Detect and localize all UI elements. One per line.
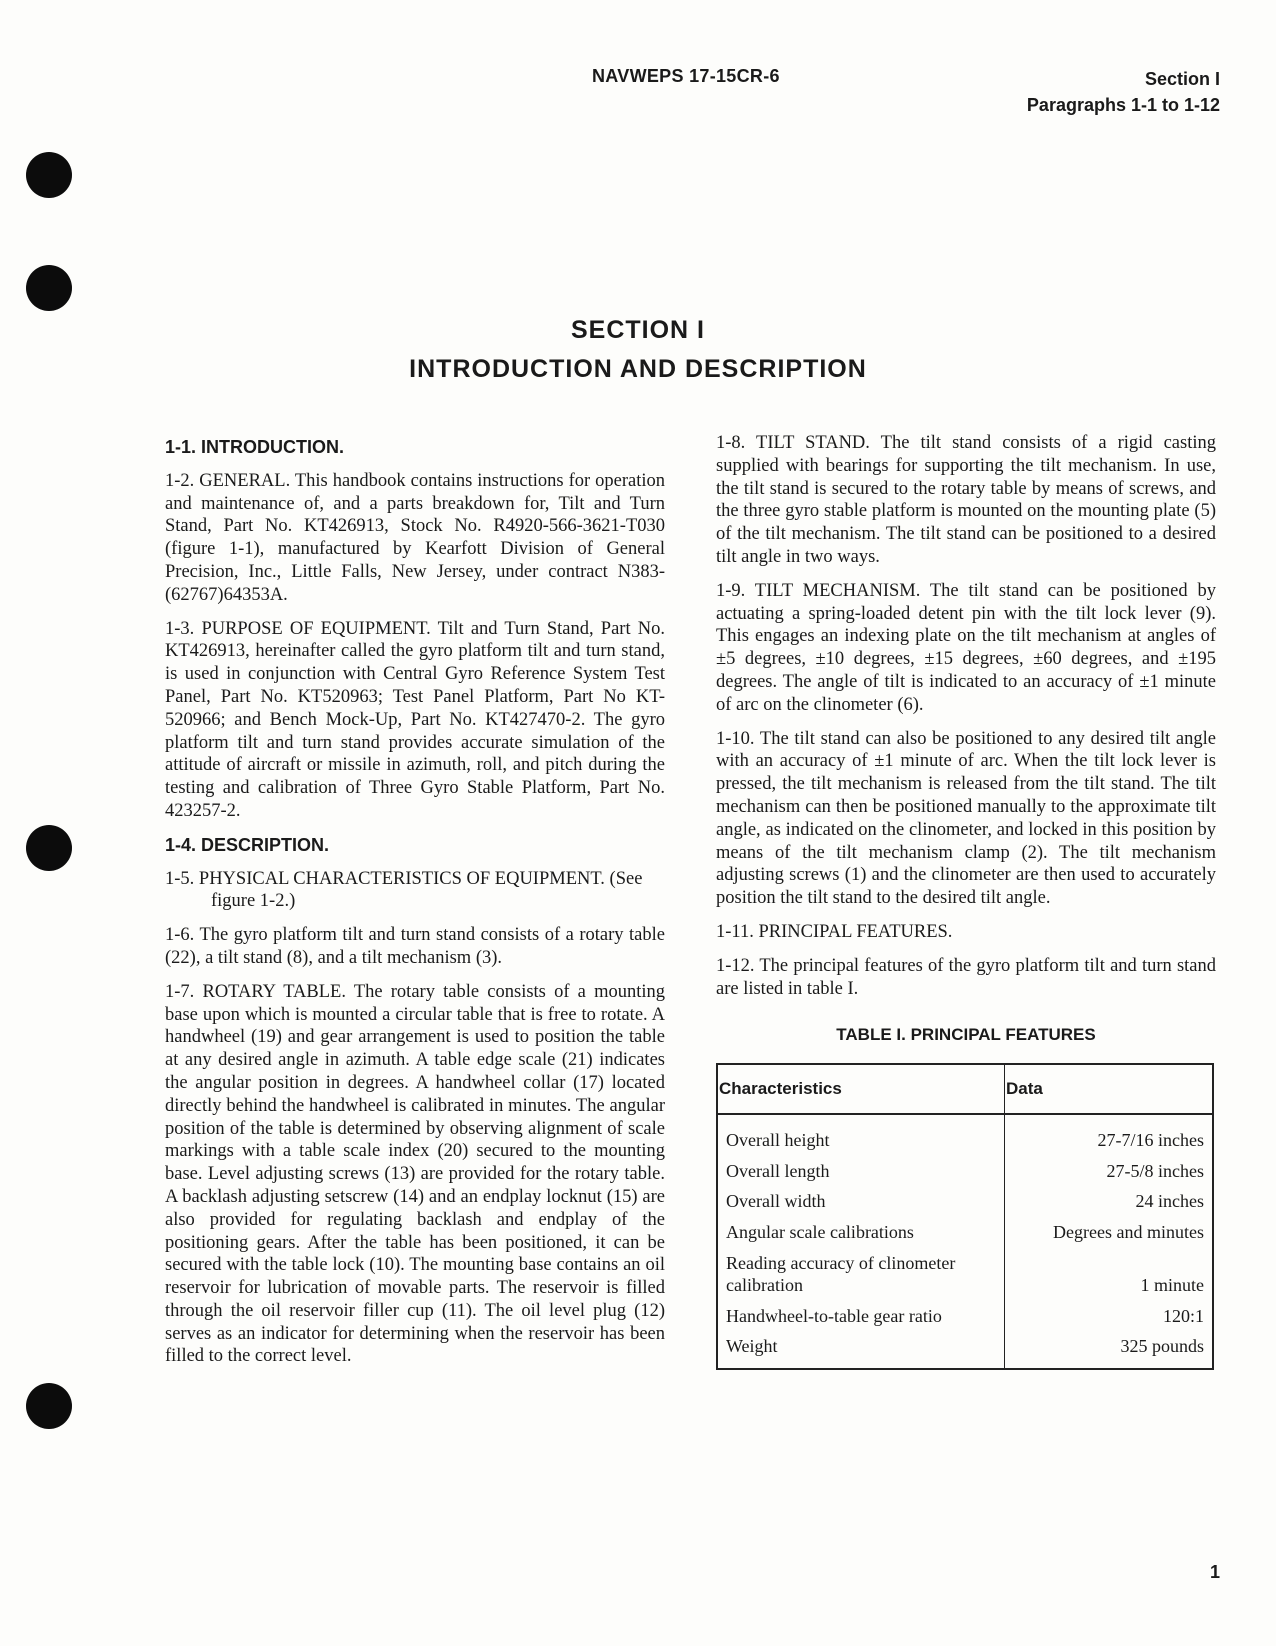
- heading-introduction: 1-1. INTRODUCTION.: [165, 437, 345, 457]
- binder-hole: [26, 265, 72, 311]
- table-row: [717, 1186, 1213, 1217]
- data-cell: 27-5/8 inches: [1106, 1160, 1204, 1181]
- paragraph-1-5: 1-5. PHYSICAL CHARACTERISTICS OF EQUIPMENT. (See figure 1-2.): [165, 868, 643, 912]
- table-row: [717, 1217, 1213, 1248]
- table-row: [717, 1114, 1213, 1156]
- section-reference: [1027, 66, 1220, 118]
- characteristic-cell: Weight: [717, 1331, 1005, 1369]
- section-subtitle: INTRODUCTION AND DESCRIPTION: [409, 355, 867, 383]
- section-label: Section I: [1144, 69, 1220, 89]
- right-column: [716, 432, 1216, 1370]
- page-number: 1: [1209, 1562, 1220, 1582]
- characteristic-cell: Overall length: [717, 1156, 1005, 1187]
- paragraph-1-3: 1-3. PURPOSE OF EQUIPMENT. Tilt and Turn Stand, Part No. KT426913, hereinafter called the gyro platform tilt and turn stand, is used in conjunction with Central Gyro Reference System Test Panel, Part No. KT520963; Test Panel Platform, Part No KT-520966; and Bench Mock-Up, Part No. KT427470-2. The gyro platform tilt and turn stand provides accurate simulation of the attitude of aircraft or missile in azimuth, roll, and pitch during the testing and calibration of Three Gyro Stable Platform, Part No. 423257-2.: [165, 618, 665, 821]
- principal-features-table: [716, 1063, 1214, 1370]
- paragraph-1-2: 1-2. GENERAL. This handbook contains instructions for operation and maintenance of, and a parts breakdown for, Tilt and Turn Stand, Part No. KT426913, Stock No. R4920-566-3621-T030 (figure 1-1), manufactured by Kearfott Division of General Precision, Inc., Little Falls, New Jersey, under contract N383-(62767)64353A.: [165, 470, 665, 605]
- table-row: [717, 1331, 1213, 1369]
- data-cell: 27-7/16 inches: [1097, 1130, 1204, 1151]
- table-header-row: [717, 1064, 1213, 1114]
- data-cell: 120:1: [1162, 1305, 1204, 1326]
- paragraph-1-12: 1-12. The principal features of the gyro platform tilt and turn stand are listed in table I.: [716, 955, 1216, 999]
- binder-hole: [26, 1383, 72, 1429]
- column-header-characteristics: Characteristics: [717, 1064, 1005, 1114]
- paragraph-range: Paragraphs 1-1 to 1-12: [1026, 95, 1220, 115]
- data-cell: 1 minute: [1140, 1275, 1204, 1296]
- characteristic-cell: Reading accuracy of clinometer calibration: [717, 1248, 1005, 1301]
- paragraph-1-6: 1-6. The gyro platform tilt and turn stand consists of a rotary table (22), a tilt stand (8), and a tilt mechanism (3).: [165, 925, 665, 968]
- paragraph-1-10: 1-10. The tilt stand can also be positioned to any desired tilt angle with an accuracy of ±1 minute of arc. When the tilt lock lever is pressed, the tilt mechanism is released from the tilt stand. The tilt mechanism can then be positioned manually to the approximate tilt angle, as indicated on the clinometer, and locked in this position by means of the tilt mechanism clamp (2). The tilt mechanism adjusting screws (1) and the clinometer are then used to accurately position the tilt stand to the desired tilt angle.: [716, 728, 1216, 909]
- data-cell: 24 inches: [1135, 1191, 1204, 1212]
- table-row: [717, 1248, 1213, 1301]
- heading-description: 1-4. DESCRIPTION.: [165, 834, 330, 855]
- data-cell: Degrees and minutes: [1053, 1221, 1204, 1242]
- paragraph-1-7: 1-7. ROTARY TABLE. The rotary table consists of a mounting base upon which is mounted a circular table that is free to rotate. A handwheel (19) and gear arrangement is used to position the table at any desired angle in azimuth. A table edge scale (21) indicates the angular position in degrees. A handwheel collar (17) located directly behind the handwheel is calibrated in minutes. The angular position of the table is determined by observing alignment of scale markings with a table scale index (20) secured to the mounting base. Level adjusting screws (13) are provided for the rotary table. A backlash adjusting setscrew (14) and an endplay locknut (15) are also provided for regulating backlash and endplay of the positioning gears. After the table has been positioned, it can be secured with the table lock (10). The mounting base contains an oil reservoir for lubrication of movable parts. The reservoir is filled through the oil reservoir filler cup (11). The oil level plug (12) serves as an indicator for determining when the reservoir has been filled to the correct level.: [165, 981, 665, 1367]
- characteristic-cell: Handwheel-to-table gear ratio: [717, 1301, 1005, 1332]
- paragraph-1-11: 1-11. PRINCIPAL FEATURES.: [716, 921, 953, 942]
- section-title: SECTION I: [570, 316, 705, 344]
- binder-hole: [26, 152, 72, 198]
- left-column: [165, 432, 665, 1379]
- paragraph-1-9: 1-9. TILT MECHANISM. The tilt stand can be positioned by actuating a spring-loaded detent pin with the tilt lock lever (9). This engages an indexing plate on the tilt mechanism at angles of ±5 degrees, ±10 degrees, ±15 degrees, ±60 degrees, and ±195 degrees. The angle of tilt is indicated to an accuracy of ±1 minute of arc on the clinometer (6).: [716, 580, 1216, 715]
- characteristic-cell: Overall width: [717, 1186, 1005, 1217]
- binder-hole: [26, 825, 72, 871]
- characteristic-cell: Angular scale calibrations: [717, 1217, 1005, 1248]
- table-row: [717, 1301, 1213, 1332]
- table-row: [717, 1156, 1213, 1187]
- column-header-data: Data: [1005, 1064, 1214, 1114]
- data-cell: 325 pounds: [1120, 1336, 1204, 1357]
- document-number: NAVWEPS 17-15CR-6: [592, 66, 780, 86]
- paragraph-1-8: 1-8. TILT STAND. The tilt stand consists of a rigid casting supplied with bearings for supporting the tilt mechanism. In use, the tilt stand is secured to the rotary table by means of screws, and the three gyro stable platform is mounted on the mounting plate (5) of the tilt mechanism. The tilt stand can be positioned to a desired tilt angle in two ways.: [716, 433, 1216, 567]
- characteristic-cell: Overall height: [717, 1114, 1005, 1156]
- table-caption: TABLE I. PRINCIPAL FEATURES: [836, 1025, 1096, 1045]
